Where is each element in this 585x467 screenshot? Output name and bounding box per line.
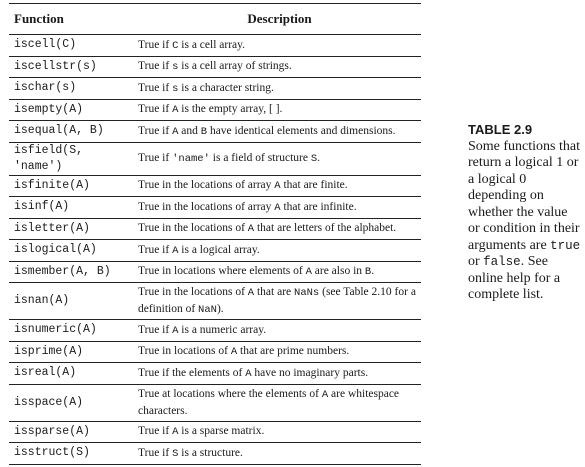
table-caption-text: Some functions that return a logical 1 or a logical 0 depending on whether the value or condition in their arguments are true or false. See online help for a complete list.	[468, 138, 581, 302]
table-row	[9, 218, 421, 240]
function-table-container	[9, 3, 421, 461]
inline-code: 'name'	[172, 153, 210, 165]
function-cell: ismember(A, B)	[9, 261, 133, 283]
function-cell: islogical(A)	[9, 240, 133, 262]
inline-code: A	[274, 180, 281, 193]
inline-code: B	[200, 125, 208, 138]
table-row	[9, 363, 421, 385]
inline-code: A	[172, 244, 179, 257]
description-cell: True in the locations of A that are NaNs (see Table 2.10 for a definition of NaN).	[133, 283, 421, 320]
inline-code: A	[230, 346, 238, 359]
table-caption	[468, 122, 582, 304]
description-cell: True if A is a sparse matrix.	[133, 421, 421, 443]
description-cell: True in locations where elements of A are also in B.	[133, 261, 421, 283]
description-cell: True if A is a numeric array.	[133, 320, 421, 342]
table-caption-label: TABLE 2.9	[468, 122, 533, 137]
inline-code: A	[172, 324, 179, 337]
inline-code: true	[550, 238, 581, 253]
description-cell: True if s is a cell array of strings.	[133, 56, 421, 78]
inline-code: NaNs	[294, 287, 320, 299]
description-cell: True in the locations of A that are letters of the alphabet.	[133, 218, 421, 240]
inline-code: A	[274, 201, 281, 214]
description-cell: True in locations of A that are prime numbers.	[133, 341, 421, 363]
description-cell: True if s is a character string.	[133, 78, 421, 100]
inline-code: A	[172, 125, 179, 138]
inline-code: A	[321, 389, 329, 401]
description-cell: True if 'name' is a field of structure S.	[133, 142, 421, 175]
inline-code: A	[247, 223, 255, 236]
table-row	[9, 35, 421, 57]
function-cell: isequal(A, B)	[9, 121, 133, 143]
function-cell: isspace(A)	[9, 384, 133, 421]
function-cell: isnumeric(A)	[9, 320, 133, 342]
function-cell: isstruct(S)	[9, 443, 133, 465]
inline-code: false	[483, 255, 521, 269]
table-row	[9, 78, 421, 100]
table-row	[9, 341, 421, 363]
function-cell: issparse(A)	[9, 421, 133, 443]
table-row	[9, 142, 421, 175]
description-cell: True at locations where the elements of A are whitespace characters.	[133, 384, 421, 421]
description-cell: True in the locations of array A that are infinite.	[133, 197, 421, 219]
table-row	[9, 421, 421, 443]
description-cell: True if A is a logical array.	[133, 240, 421, 262]
description-cell: True if C is a cell array.	[133, 35, 421, 57]
table-row	[9, 197, 421, 219]
function-cell: isempty(A)	[9, 99, 133, 121]
table-row	[9, 99, 421, 121]
table-row	[9, 384, 421, 421]
function-cell: isprime(A)	[9, 341, 133, 363]
description-cell: True if S is a structure.	[133, 443, 421, 465]
inline-code: A	[172, 104, 179, 117]
inline-code: S	[172, 447, 179, 460]
table-header-row	[9, 4, 421, 35]
table-row	[9, 320, 421, 342]
column-header-description: Description	[133, 4, 421, 35]
inline-code: A	[172, 426, 179, 439]
inline-code: A	[247, 287, 255, 299]
description-cell: True if A and B have identical elements and dimensions.	[133, 121, 421, 143]
table-body	[9, 35, 421, 465]
table-row	[9, 121, 421, 143]
table-row	[9, 261, 421, 283]
function-cell: isreal(A)	[9, 363, 133, 385]
inline-code: NaN	[198, 304, 217, 316]
function-cell: ischar(s)	[9, 78, 133, 100]
function-cell: iscell(C)	[9, 35, 133, 57]
inline-code: s	[172, 61, 179, 74]
function-cell: isfinite(A)	[9, 175, 133, 197]
description-cell: True if A is the empty array, [ ].	[133, 99, 421, 121]
column-header-function: Function	[9, 4, 133, 35]
table-row	[9, 56, 421, 78]
function-cell: isletter(A)	[9, 218, 133, 240]
inline-code: A	[305, 266, 312, 279]
inline-code: C	[172, 39, 179, 52]
table-row	[9, 240, 421, 262]
inline-code: B	[364, 266, 372, 279]
function-cell: iscellstr(s)	[9, 56, 133, 78]
table-row	[9, 175, 421, 197]
function-cell: isinf(A)	[9, 197, 133, 219]
table-row	[9, 443, 421, 465]
inline-code: A	[245, 367, 252, 380]
function-table	[9, 3, 421, 465]
inline-code: S	[310, 153, 318, 165]
function-cell: isnan(A)	[9, 283, 133, 320]
description-cell: True in the locations of array A that are finite.	[133, 175, 421, 197]
table-row	[9, 283, 421, 320]
function-cell: isfield(S, 'name')	[9, 142, 133, 175]
inline-code: s	[172, 82, 179, 95]
description-cell: True if the elements of A have no imaginary parts.	[133, 363, 421, 385]
